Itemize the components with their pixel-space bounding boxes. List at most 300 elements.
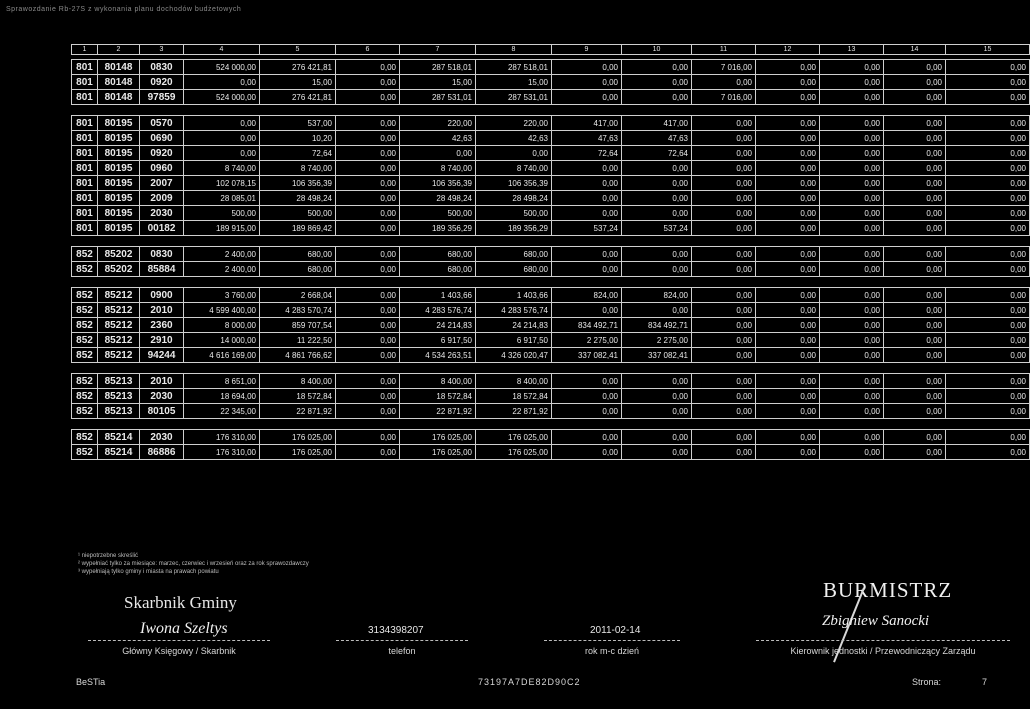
table-cell: 0,00 <box>336 191 400 206</box>
signature-line <box>756 640 1010 641</box>
table-cell: 189 915,00 <box>184 221 260 236</box>
table-cell: 2030 <box>140 430 184 445</box>
table-cell: 0,00 <box>692 303 756 318</box>
table-cell: 0,00 <box>946 146 1030 161</box>
table-cell: 11 222,50 <box>260 333 336 348</box>
table-cell: 852 <box>72 303 98 318</box>
table-cell: 0,00 <box>692 288 756 303</box>
table-cell: 3 760,00 <box>184 288 260 303</box>
table-cell: 189 356,29 <box>476 221 552 236</box>
table-cell: 0,00 <box>946 262 1030 277</box>
table-cell: 0,00 <box>946 161 1030 176</box>
table-cell: 0,00 <box>336 262 400 277</box>
table-cell: 85213 <box>98 374 140 389</box>
table-cell: 176 025,00 <box>260 430 336 445</box>
table-cell: 72,64 <box>260 146 336 161</box>
table-cell: 0,00 <box>946 303 1030 318</box>
table-cell: 0,00 <box>820 247 884 262</box>
column-header: 3 <box>140 45 184 55</box>
table-cell: 85212 <box>98 333 140 348</box>
table-cell: 0,00 <box>552 262 622 277</box>
table-cell: 0,00 <box>692 75 756 90</box>
table-cell: 0920 <box>140 146 184 161</box>
table-cell: 2 275,00 <box>622 333 692 348</box>
table-cell: 0,00 <box>692 206 756 221</box>
table-row <box>72 430 1030 445</box>
table-cell: 0,00 <box>820 333 884 348</box>
table-cell: 220,00 <box>476 116 552 131</box>
table-cell: 00182 <box>140 221 184 236</box>
table-cell: 176 025,00 <box>400 430 476 445</box>
table-cell: 0,00 <box>946 374 1030 389</box>
column-header: 12 <box>756 45 820 55</box>
table-cell: 85202 <box>98 262 140 277</box>
table-cell: 0920 <box>140 75 184 90</box>
table-cell: 8 400,00 <box>400 374 476 389</box>
table-cell: 0,00 <box>884 146 946 161</box>
table-cell: 0,00 <box>622 374 692 389</box>
table-cell: 0570 <box>140 116 184 131</box>
table-cell: 0,00 <box>184 75 260 90</box>
table-cell: 276 421,81 <box>260 90 336 105</box>
table-cell: 680,00 <box>260 247 336 262</box>
table-cell: 0,00 <box>820 206 884 221</box>
table-cell: 524 000,00 <box>184 60 260 75</box>
table-cell: 0,00 <box>884 221 946 236</box>
column-header: 1 <box>72 45 98 55</box>
table-cell: 22 871,92 <box>260 404 336 419</box>
table-cell: 0,00 <box>692 176 756 191</box>
treasurer-stamp-title: Skarbnik Gminy <box>124 593 237 612</box>
table-cell: 500,00 <box>184 206 260 221</box>
table-cell: 22 871,92 <box>476 404 552 419</box>
table-cell: 0,00 <box>884 176 946 191</box>
table-cell: 0,00 <box>692 404 756 419</box>
table-cell: 2007 <box>140 176 184 191</box>
table-cell: 0960 <box>140 161 184 176</box>
table-cell: 0,00 <box>622 90 692 105</box>
table-cell: 15,00 <box>476 75 552 90</box>
table-row <box>72 262 1030 277</box>
table-row <box>72 389 1030 404</box>
table-cell: 0,00 <box>756 191 820 206</box>
table-cell: 337 082,41 <box>552 348 622 363</box>
table-cell: 0,00 <box>552 75 622 90</box>
report-date: 2011-02-14 <box>590 625 641 636</box>
table-cell: 42,63 <box>400 131 476 146</box>
table-cell: 0,00 <box>756 161 820 176</box>
table-cell: 4 283 576,74 <box>400 303 476 318</box>
table-cell: 4 616 169,00 <box>184 348 260 363</box>
table-cell: 4 534 263,51 <box>400 348 476 363</box>
table-cell: 680,00 <box>260 262 336 277</box>
table-cell: 85214 <box>98 430 140 445</box>
table-cell: 80195 <box>98 116 140 131</box>
table-cell: 0,00 <box>622 303 692 318</box>
table-cell: 85202 <box>98 247 140 262</box>
table-cell: 801 <box>72 176 98 191</box>
table-cell: 0,00 <box>622 389 692 404</box>
table-cell: 0,00 <box>692 221 756 236</box>
table-cell: 801 <box>72 60 98 75</box>
table-row <box>72 303 1030 318</box>
table-cell: 0,00 <box>336 247 400 262</box>
table-cell: 0,00 <box>946 176 1030 191</box>
table-cell: 852 <box>72 404 98 419</box>
table-cell: 0,00 <box>820 404 884 419</box>
spacer-cell <box>72 419 1030 430</box>
table-cell: 0,00 <box>946 333 1030 348</box>
table-cell: 0,00 <box>756 318 820 333</box>
table-cell: 0,00 <box>756 303 820 318</box>
table-cell: 0,00 <box>946 75 1030 90</box>
table-row <box>72 404 1030 419</box>
footnote: ¹ niepotrzebne skreślić <box>78 553 139 559</box>
table-cell: 852 <box>72 374 98 389</box>
table-cell: 0,00 <box>884 445 946 460</box>
column-header: 4 <box>184 45 260 55</box>
table-cell: 28 085,01 <box>184 191 260 206</box>
table-cell: 0,00 <box>692 348 756 363</box>
table-cell: 42,63 <box>476 131 552 146</box>
table-cell: 801 <box>72 75 98 90</box>
table-row <box>72 221 1030 236</box>
table-cell: 0,00 <box>820 131 884 146</box>
table-cell: 22 871,92 <box>400 404 476 419</box>
signature-line <box>88 640 270 641</box>
table-cell: 0,00 <box>552 430 622 445</box>
mayor-stamp-title: BURMISTRZ <box>823 578 953 602</box>
table-cell: 0,00 <box>946 221 1030 236</box>
table-cell: 537,24 <box>622 221 692 236</box>
table-cell: 852 <box>72 288 98 303</box>
table-cell: 0,00 <box>622 206 692 221</box>
table-cell: 2010 <box>140 374 184 389</box>
table-cell: 0,00 <box>884 75 946 90</box>
table-row <box>72 90 1030 105</box>
table-cell: 220,00 <box>400 116 476 131</box>
table-cell: 287 531,01 <box>400 90 476 105</box>
table-cell: 0,00 <box>946 247 1030 262</box>
table-cell: 0,00 <box>622 445 692 460</box>
table-cell: 0,00 <box>820 389 884 404</box>
table-cell: 0,00 <box>552 60 622 75</box>
column-header: 9 <box>552 45 622 55</box>
table-cell: 801 <box>72 131 98 146</box>
column-header: 7 <box>400 45 476 55</box>
table-cell: 14 000,00 <box>184 333 260 348</box>
table-cell: 537,00 <box>260 116 336 131</box>
treasurer-caption: Główny Księgowy / Skarbnik <box>122 646 236 656</box>
table-cell: 0,00 <box>552 90 622 105</box>
table-cell: 97859 <box>140 90 184 105</box>
table-cell: 0,00 <box>884 430 946 445</box>
table-cell: 0,00 <box>884 60 946 75</box>
table-cell: 0,00 <box>884 116 946 131</box>
table-cell: 0,00 <box>336 60 400 75</box>
table-cell: 801 <box>72 90 98 105</box>
table-cell: 0,00 <box>622 60 692 75</box>
table-cell: 18 572,84 <box>400 389 476 404</box>
table-cell: 8 000,00 <box>184 318 260 333</box>
table-cell: 0,00 <box>756 247 820 262</box>
table-cell: 0,00 <box>884 206 946 221</box>
table-cell: 0,00 <box>756 146 820 161</box>
table-cell: 0,00 <box>820 348 884 363</box>
table-cell: 189 869,42 <box>260 221 336 236</box>
table-cell: 0,00 <box>552 176 622 191</box>
table-cell: 0,00 <box>552 404 622 419</box>
table-cell: 8 740,00 <box>400 161 476 176</box>
table-cell: 0,00 <box>946 116 1030 131</box>
signature-line <box>544 640 680 641</box>
table-cell: 852 <box>72 445 98 460</box>
table-row <box>72 146 1030 161</box>
table-cell: 102 078,15 <box>184 176 260 191</box>
table-row <box>72 206 1030 221</box>
table-cell: 0,00 <box>820 90 884 105</box>
table-cell: 2010 <box>140 303 184 318</box>
table-cell: 4 599 400,00 <box>184 303 260 318</box>
table-cell: 2030 <box>140 389 184 404</box>
table-cell: 0,00 <box>184 131 260 146</box>
table-cell: 852 <box>72 318 98 333</box>
table-cell: 0,00 <box>884 404 946 419</box>
table-cell: 2009 <box>140 191 184 206</box>
table-cell: 22 345,00 <box>184 404 260 419</box>
table-cell: 80195 <box>98 191 140 206</box>
table-cell: 0,00 <box>692 146 756 161</box>
table-cell: 106 356,39 <box>476 176 552 191</box>
table-cell: 801 <box>72 161 98 176</box>
table-cell: 0,00 <box>820 262 884 277</box>
table-cell: 80195 <box>98 176 140 191</box>
table-cell: 0,00 <box>756 288 820 303</box>
table-cell: 0,00 <box>946 404 1030 419</box>
table-cell: 0,00 <box>552 303 622 318</box>
table-cell: 80148 <box>98 90 140 105</box>
table-cell: 0,00 <box>692 445 756 460</box>
table-cell: 0,00 <box>692 333 756 348</box>
table-cell: 0,00 <box>756 90 820 105</box>
table-cell: 176 025,00 <box>476 430 552 445</box>
table-cell: 0,00 <box>820 318 884 333</box>
table-cell: 85212 <box>98 348 140 363</box>
table-cell: 86886 <box>140 445 184 460</box>
table-cell: 18 694,00 <box>184 389 260 404</box>
table-row <box>72 333 1030 348</box>
software-name: BeSTia <box>76 677 106 687</box>
table-cell: 0,00 <box>184 146 260 161</box>
table-cell: 0,00 <box>336 90 400 105</box>
table-cell: 0,00 <box>820 303 884 318</box>
table-row <box>72 60 1030 75</box>
table-cell: 4 283 570,74 <box>260 303 336 318</box>
table-cell: 85213 <box>98 404 140 419</box>
table-cell: 859 707,54 <box>260 318 336 333</box>
table-cell: 0,00 <box>946 206 1030 221</box>
table-cell: 15,00 <box>260 75 336 90</box>
table-cell: 0,00 <box>820 75 884 90</box>
phone-caption: telefon <box>388 646 416 656</box>
group-spacer <box>72 419 1030 430</box>
table-row <box>72 176 1030 191</box>
table-cell: 0,00 <box>622 247 692 262</box>
table-cell: 0,00 <box>946 60 1030 75</box>
page-header: Sprawozdanie Rb-27S z wykonania planu dochodów budżetowych <box>6 6 242 13</box>
table-cell: 0,00 <box>692 318 756 333</box>
table-cell: 0,00 <box>692 430 756 445</box>
table-cell: 0,00 <box>756 389 820 404</box>
table-cell: 801 <box>72 206 98 221</box>
table-cell: 0,00 <box>184 116 260 131</box>
table-cell: 287 518,01 <box>400 60 476 75</box>
table-cell: 801 <box>72 116 98 131</box>
table-cell: 47,63 <box>622 131 692 146</box>
table-cell: 0,00 <box>884 348 946 363</box>
table-cell: 337 082,41 <box>622 348 692 363</box>
spacer-cell <box>72 236 1030 247</box>
table-cell: 801 <box>72 146 98 161</box>
table-cell: 2360 <box>140 318 184 333</box>
table-cell: 0,00 <box>336 221 400 236</box>
table-cell: 680,00 <box>476 247 552 262</box>
table-cell: 0,00 <box>692 262 756 277</box>
table-cell: 0,00 <box>476 146 552 161</box>
table-cell: 85214 <box>98 445 140 460</box>
table-cell: 0,00 <box>946 348 1030 363</box>
table-cell: 176 025,00 <box>260 445 336 460</box>
table-cell: 0,00 <box>946 191 1030 206</box>
table-cell: 0,00 <box>884 288 946 303</box>
table-cell: 0690 <box>140 131 184 146</box>
table-cell: 824,00 <box>552 288 622 303</box>
table-cell: 80148 <box>98 60 140 75</box>
table-cell: 8 651,00 <box>184 374 260 389</box>
table-cell: 0,00 <box>756 60 820 75</box>
table-cell: 176 310,00 <box>184 430 260 445</box>
table-cell: 80195 <box>98 161 140 176</box>
table-row <box>72 318 1030 333</box>
table-cell: 0,00 <box>552 374 622 389</box>
table-cell: 0,00 <box>884 161 946 176</box>
table-cell: 801 <box>72 221 98 236</box>
table-cell: 0,00 <box>692 389 756 404</box>
table-cell: 8 740,00 <box>476 161 552 176</box>
table-cell: 824,00 <box>622 288 692 303</box>
table-cell: 0,00 <box>946 430 1030 445</box>
table-cell: 417,00 <box>622 116 692 131</box>
column-header: 14 <box>884 45 946 55</box>
group-spacer <box>72 236 1030 247</box>
table-row <box>72 247 1030 262</box>
table-cell: 0,00 <box>884 191 946 206</box>
table-cell: 0,00 <box>622 176 692 191</box>
table-cell: 0,00 <box>884 90 946 105</box>
table-cell: 801 <box>72 191 98 206</box>
table-cell: 0,00 <box>336 161 400 176</box>
table-row <box>72 75 1030 90</box>
table-cell: 24 214,83 <box>476 318 552 333</box>
table-cell: 94244 <box>140 348 184 363</box>
table-cell: 176 025,00 <box>476 445 552 460</box>
table-cell: 680,00 <box>400 247 476 262</box>
table-cell: 0,00 <box>756 206 820 221</box>
spacer-cell <box>72 363 1030 374</box>
table-cell: 680,00 <box>476 262 552 277</box>
footnote: ³ wypełniają tylko gminy i miasta na prawach powiatu <box>78 569 219 575</box>
table-cell: 852 <box>72 430 98 445</box>
table-cell: 0,00 <box>336 333 400 348</box>
table-cell: 0,00 <box>756 75 820 90</box>
table-cell: 834 492,71 <box>622 318 692 333</box>
table-cell: 2 400,00 <box>184 262 260 277</box>
table-cell: 0,00 <box>622 430 692 445</box>
table-cell: 0,00 <box>336 430 400 445</box>
table-cell: 0,00 <box>820 176 884 191</box>
page-number: 7 <box>982 677 988 687</box>
table-cell: 80195 <box>98 221 140 236</box>
column-header: 15 <box>946 45 1030 55</box>
table-cell: 0,00 <box>336 348 400 363</box>
table-cell: 0,00 <box>622 404 692 419</box>
table-cell: 0830 <box>140 60 184 75</box>
table-cell: 28 498,24 <box>400 191 476 206</box>
table-cell: 0,00 <box>336 131 400 146</box>
table-cell: 0,00 <box>336 374 400 389</box>
table-cell: 852 <box>72 389 98 404</box>
table-cell: 0,00 <box>756 262 820 277</box>
table-cell: 8 400,00 <box>476 374 552 389</box>
table-cell: 0,00 <box>884 262 946 277</box>
table-cell: 8 400,00 <box>260 374 336 389</box>
date-caption: rok m-c dzień <box>584 646 639 656</box>
table-cell: 0,00 <box>336 318 400 333</box>
table-cell: 0,00 <box>692 374 756 389</box>
column-header-row <box>72 45 1030 55</box>
table-cell: 0,00 <box>552 389 622 404</box>
table-cell: 72,64 <box>552 146 622 161</box>
column-header: 10 <box>622 45 692 55</box>
table-cell: 15,00 <box>400 75 476 90</box>
table-cell: 28 498,24 <box>476 191 552 206</box>
table-cell: 0,00 <box>336 389 400 404</box>
table-cell: 0,00 <box>756 348 820 363</box>
table-cell: 0,00 <box>336 206 400 221</box>
table-cell: 852 <box>72 247 98 262</box>
table-cell: 287 531,01 <box>476 90 552 105</box>
group-spacer <box>72 277 1030 288</box>
table-cell: 0,00 <box>400 146 476 161</box>
table-cell: 0,00 <box>756 333 820 348</box>
column-header: 11 <box>692 45 756 55</box>
table-cell: 0,00 <box>884 389 946 404</box>
table-cell: 106 356,39 <box>400 176 476 191</box>
table-cell: 72,64 <box>622 146 692 161</box>
table-cell: 28 498,24 <box>260 191 336 206</box>
table-cell: 0,00 <box>692 161 756 176</box>
treasurer-signature: Iwona Szeltys <box>140 620 228 637</box>
phone-number: 3134398207 <box>368 625 424 636</box>
table-cell: 6 917,50 <box>476 333 552 348</box>
table-row <box>72 445 1030 460</box>
table-cell: 0830 <box>140 247 184 262</box>
table-cell: 10,20 <box>260 131 336 146</box>
mayor-signature: Zbigniew Sanocki <box>822 613 930 629</box>
table-cell: 0,00 <box>692 247 756 262</box>
table-cell: 1 403,66 <box>476 288 552 303</box>
table-cell: 0,00 <box>820 60 884 75</box>
